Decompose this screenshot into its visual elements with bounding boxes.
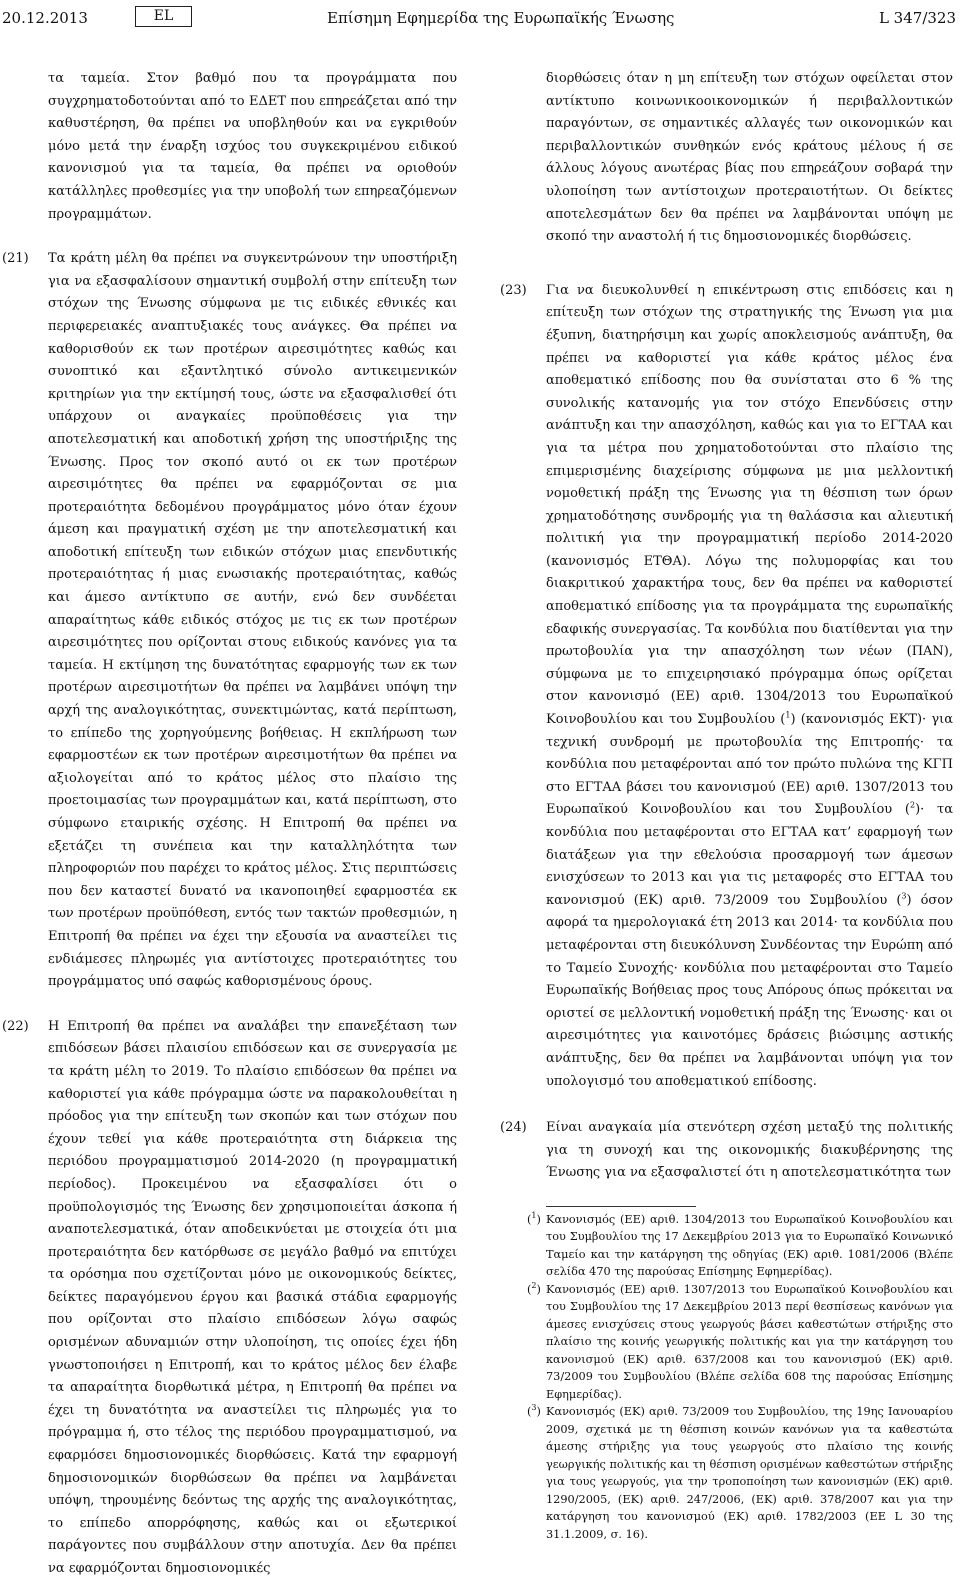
recital-22: [2, 1016, 457, 1581]
footnote-reference[interactable]: 1: [785, 710, 791, 720]
recital-text-part: ) όσον αφορά τα ημερολογιακά έτη 2013 και 2014· τα κονδύλια που μεταφέρονται στη διευκόλυνση Συνδέοντας την Ευρώπη από το Ταμείο Συνοχής· κονδύλια που μεταφέρονται στο Ταμείο Ευρωπαϊκής Βοήθειας προς τους Απόρους όπως πρόκειται να οριστεί σε μελλοντική νομοθετική πράξη της Ένωσης· και οι αιρεσιμότητες για καινοτόμες δράσεις βιώσιμης αστικής ανάπτυξης, δεν θα πρέπει να λαμβάνονται υπόψη για τον υπολογισμό του αποθεματικού επίδοσης.: [546, 892, 954, 1089]
footnote: [527, 1281, 953, 1404]
footnote-text: Κανονισμός (ΕΕ) αριθ. 1307/2013 του Ευρωπαϊκού Κοινοβουλίου και του Συμβουλίου της 17 Δεκεμβρίου 2013 περί θεσπίσεως κανόνων για άμεσες ενισχύσεις στους γεωργούς βάσει καθεστώτων στήριξης στο πλαίσιο της κοινής γεωργικής πολιτικής και για την κατάργηση του κανονισμού (ΕΚ) αριθ. 637/2008 και του κανονισμού (ΕΚ) αριθ. 73/2009 του Συμβουλίου (Βλέπε σελίδα 608 της παρούσας Επίσημης Εφημερίδας).: [546, 1282, 953, 1401]
footnote-reference[interactable]: 3: [901, 891, 907, 901]
footnote-separator: [546, 1206, 696, 1207]
footnote: [527, 1403, 953, 1543]
continuation-paragraph: τα ταμεία. Στον βαθμό που τα προγράμματα που συγχρηματοδοτούνται από το ΕΔΕΤ που επηρεάζεται από την καθυστέρηση, θα πρέπει να υποβληθούν και να εγκριθούν μόνο μετά την έναρξη ισχύος του συγκεκριμένου ειδικού κανονισμού για τα ταμεία, θα πρέπει να οριοθούν κατάλληλες προθεσμίες για την υποβολή των επηρεαζόμενων προγραμμάτων.: [48, 71, 457, 222]
recital-21: [2, 248, 457, 994]
footnote-mark: ($^1$): [527, 1211, 541, 1226]
recital-text: Τα κράτη μέλη θα πρέπει να συγκεντρώνουν την υποστήριξη για να εξασφαλίσουν σημαντική συμβολή στην επίτευξη των στόχων της Ένωσης σύμφωνα με τις ειδικές εθνικές και περιφερειακές αναπτυξιακές τους ανάγκες. Θα πρέπει να καθορισθούν εκ των προτέρων αιρεσιμότητες καθώς και συνοπτικό και εξαντλητικό σύνολο αντικειμενικών κριτηρίων για την εκτίμησή τους, ώστε να εξασφαλισθεί ότι υπάρχουν οι αναγκαίες προϋποθέσεις για την αποτελεσματική και αποδοτική χρήση της υποστήριξης της Ένωσης. Προς τον σκοπό αυτό οι εκ των προτέρων αιρεσιμότητες θα πρέπει να εφαρμόζονται σε μια προτεραιότητα δεδομένου προγράμματος μόνο όταν έχουν άμεση και πραγματική σχέση με την αποτελεσματική και αποδοτική επίτευξη των ειδικών στόχων μιας επενδυτικής προτεραιότητας ή μιας ενωσιακής προτεραιότητας, καθώς και άμεσο αντίκτυπο σε αυτήν, ενώ δεν συνδέεται απαραίτητως κάθε ειδικός στόχος με τις εκ των προτέρων αιρεσιμότητες που ορίζονται στους ειδικούς κανόνες για τα ταμεία. Η εκτίμηση της δυνατότητας εφαρμογής των εκ των προτέρων αιρεσιμοτήτων θα πρέπει να λαμβάνει υπόψη την αρχή της αναλογικότητας, συνεκτιμώντας, κατά περίπτωση, το επίπεδο της χορηγούμενης βοήθειας. Η εκπλήρωση των εφαρμοστέων εκ των προτέρων αιρεσιμοτήτων θα πρέπει να αξιολογείται από το κράτος μέλος στο πλαίσιο της προετοιμασίας των προγραμμάτων και, κατά περίπτωση, στο σύμφωνο εταιρικής σχέσης. Η Επιτροπή θα πρέπει να εξετάζει τη συνέπεια και την καταλληλότητα των πληροφοριών που παρέχει το κράτος μέλος. Στις περιπτώσεις που δεν καταστεί δυνατό να ικανοποιηθεί εφαρμοστέα εκ των προτέρων προϋπόθεση, εντός των τακτών προθεσμιών, η Επιτροπή θα πρέπει να έχει την εξουσία να αναστείλει τις ενδιάμεσες πληρωμές για αντίστοιχες προτεραιότητες του προγράμματος υπό σαφώς καθορισμένους όρους.: [48, 251, 457, 990]
recital-text-part: ) (κανονισμός ΕΚΤ)· για τεχνική συνδρομή με πρωτοβουλία της Επιτροπής· τα κονδύλια που μεταφέρονται από τον πρώτο πυλώνα της ΚΓΠ στο ΕΓΤΑΑ βάσει του κανονισμού (ΕΕ) αριθ. 1307/2013 του Ευρωπαϊκού Κοινοβουλίου και του Συμβουλίου (: [546, 712, 954, 818]
continuation-paragraph: διορθώσεις όταν η μη επίτευξη των στόχων οφείλεται στον αντίκτυπο κοινωνικοοικονομικών ή περιβαλλοντικών παραγόντων, σε σημαντικές αλλαγές των οικονομικών και περιβαλλοντικών συνθηκών ενός κράτους μέλους ή σε άλλους λόγους ανωτέρας βίας που επηρεάζουν σοβαρά την υλοποίηση των αντίστοιχων προτεραιοτήτων. Οι δείκτες αποτελεσμάτων δεν θα πρέπει να λαμβάνονται υπόψη με σκοπό την αναστολή ή τις δημοσιονομικές διορθώσεις.: [546, 71, 953, 245]
language-code-box: EL: [135, 6, 192, 27]
footnote-mark: ($^3$): [527, 1403, 541, 1419]
footnote: [527, 1211, 953, 1281]
left-column: [2, 68, 457, 1581]
recital-text: [546, 280, 953, 1093]
recital-text: Είναι αναγκαία μία στενότερη σχέση μεταξύ της πολιτικής για τη συνοχή και της οικονομικής διακυβέρνησης της Ένωσης για να εξασφαλιστεί ότι η αποτελεσματικότητα των: [546, 1120, 953, 1181]
footnote-mark: ($^2$): [527, 1281, 541, 1296]
recital-text: Η Επιτροπή θα πρέπει να αναλάβει την επανεξέταση των επιδόσεων βάσει πλαισίου επιδόσεων και σε συνεργασία με τα κράτη μέλη το 2019. Το πλαίσιο επιδόσεων θα πρέπει να καθοριστεί για κάθε πρόγραμμα ώστε να παρακολουθείται η πρόοδος για την επίτευξη των σκοπών και των στόχων που έχουν τεθεί για κάθε προτεραιότητα στη διάρκεια της περιόδου προγραμματισμού 2014-2020 (η προγραμματική περίοδος). Προκειμένου να εξασφαλίσει ότι ο προϋπολογισμός της Ένωσης δεν χρησιμοποιείται άσκοπα ή αναποτελεσματικά, όταν αποδεικνύεται με στοιχεία ότι μια προτεραιότητα δεν κατόρθωσε σε μεγάλο βαθμό να επιτύχει τα ορόσημα που σχετίζονται μόνο με οικονομικούς δείκτες, δείκτες παραγόμενου έργου και βασικά στάδια εφαρμογής που ορίζονται στο πλαίσιο επιδόσεων λόγω σαφώς ορισμένων αδυναμιών στην υλοποίηση, τις οποίες έχει ήδη γνωστοποιήσει η Επιτροπή, και το κράτος μέλος δεν έλαβε τα απαραίτητα διορθωτικά μέτρα, η Επιτροπή θα πρέπει να έχει τη δυνατότητα να αναστείλει τις πληρωμές για το πρόγραμμα ή, στο τέλος της περιόδου προγραμματισμού, να εφαρμόσει δημοσιονομικές διορθώσεις. Κατά την εφαρμογή δημοσιονομικών διορθώσεων θα πρέπει να λαμβάνεται υπόψη, τηρουμένης δεόντως της αρχής της αναλογικότητας, το επίπεδο απορρόφησης, καθώς και οι εξωτερικοί παράγοντες που συμβάλλουν στην αποτυχία. Δεν θα πρέπει να εφαρμόζονται δημοσιονομικές: [48, 1018, 457, 1576]
right-column: [500, 68, 954, 1543]
footnote-reference[interactable]: 2: [910, 801, 916, 811]
publication-date: 20.12.2013: [2, 9, 88, 27]
recital-text-part: )· τα κονδύλια που μεταφέρονται στο ΕΓΤΑΑ κατ’ εφαρμογή των διατάξεων για την εθελούσια προσαρμογή των άμεσων ενισχύσεων το 2013 και για τις μεταφορές στο ΕΓΤΑΑ του κανονισμού (ΕΚ) αριθ. 73/2009 του Συμβουλίου (: [546, 802, 953, 908]
journal-title: Επίσημη Εφημερίδα της Ευρωπαϊκής Ένωσης: [327, 9, 675, 27]
footnotes: [527, 1211, 953, 1544]
recital-24: [500, 1117, 953, 1185]
footnote-text: Κανονισμός (ΕΕ) αριθ. 1304/2013 του Ευρωπαϊκού Κοινοβουλίου και του Συμβουλίου της 17 Δεκεμβρίου 2013 για το Ευρωπαϊκό Κοινωνικό Ταμείο και την κατάργηση της οδηγίας (ΕΚ) αριθ. 1081/2006 (Βλέπε σελίδα 470 της παρούσας Επίσημης Εφημερίδας).: [546, 1212, 953, 1279]
recital-text-part: Για να διευκολυνθεί η επικέντρωση στις επιδόσεις και η επίτευξη των στόχων της στρατηγικής της Ένωση για μια έξυπνη, διατηρήσιμη και χωρίς αποκλεισμούς ανάπτυξη, θα πρέπει να καθοριστεί για κάθε κράτος μέλος ένα αποθεματικό επίδοσης που θα συνίσταται στο 6 % της συνολικής κατανομής για τον στόχο Επενδύσεις στην ανάπτυξη και την απασχόληση, καθώς και για το ΕΓΤΑΑ και για τα μέτρα που χρηματοδοτούνται στο πλαίσιο της επιμερισμένης διαχείρισης σύμφωνα με μια μελλοντική νομοθετική πράξη της Ένωσης για τη θέσπιση των όρων χρηματοδότησης συνδρομής για τη θαλάσσια και αλιευτική πολιτική για την προγραμματική περίοδο 2014-2020 (κανονισμός ΕΤΘΑ). Λόγω της πολυμορφίας και του διακριτικού χαρακτήρα τους, δεν θα πρέπει να καθοριστεί αποθεματικό επίδοσης για τα προγράμματα της ευρωπαϊκής εδαφικής συνεργασίας. Τα κονδύλια που διατίθενται για την πρωτοβουλία για την απασχόληση των νέων (ΠΑΝ), σύμφωνα με το επιχειρησιακό πρόγραμμα όπως ορίζεται στον κανονισμό (ΕΕ) αριθ. 1304/2013 του Ευρωπαϊκού Κοινοβουλίου και του Συμβουλίου (: [546, 282, 953, 728]
page-header: [0, 6, 960, 30]
recital-number: (24): [500, 1120, 527, 1136]
recital-number: (23): [500, 282, 527, 298]
footnote-text: Κανονισμός (ΕΚ) αριθ. 73/2009 του Συμβουλίου, της 19ης Ιανουαρίου 2009, σχετικά με τη θέσπιση κοινών κανόνων για τα καθεστώτα άμεσης στήριξης για τους γεωργούς στο πλαίσιο της κοινής γεωργικής πολιτικής και τη θέσπιση ορισμένων καθεστώτων στήριξης για τους γεωργούς, για την τροποποίηση των κανονισμών (ΕΚ) αριθ. 1290/2005, (ΕΚ) αριθ. 247/2006, (ΕΚ) αριθ. 378/2007 και για την κατάργηση του κανονισμού (ΕΚ) αριθ. 1782/2003 (ΕΕ L 30 της 31.1.2009, σ. 16).: [546, 1405, 953, 1541]
recital-number: (21): [2, 251, 29, 267]
recital-number: (22): [2, 1018, 29, 1034]
recital-23: [500, 280, 954, 1093]
page-number: L 347/323: [878, 9, 956, 27]
